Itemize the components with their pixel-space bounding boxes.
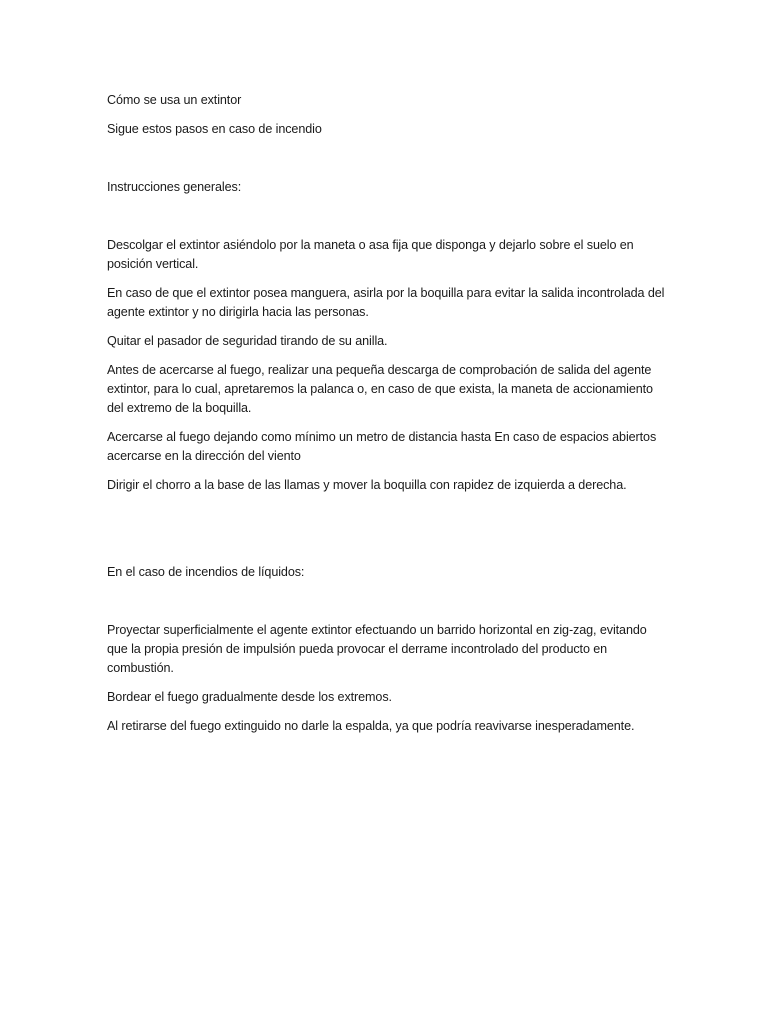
- document-subtitle: Sigue estos pasos en caso de incendio: [107, 122, 322, 136]
- general-instructions-heading: Instrucciones generales:: [107, 180, 242, 194]
- general-step-3: Quitar el pasador de seguridad tirando de su anilla.: [107, 334, 388, 348]
- liquids-step-2: Bordear el fuego gradualmente desde los extremos.: [107, 690, 392, 704]
- document-page: [107, 0, 667, 1024]
- general-step-5: Acercarse al fuego dejando como mínimo un metro de distancia hasta En caso de espacios abiertos acercarse en la dirección del viento: [107, 430, 657, 464]
- general-step-1: Descolgar el extintor asiéndolo por la maneta o asa fija que disponga y dejarlo sobre el suelo en posición vertical.: [107, 238, 634, 272]
- general-step-2: En caso de que el extintor posea manguera, asirla por la boquilla para evitar la salida incontrolada del agente extintor y no dirigirla hacia las personas.: [107, 286, 665, 320]
- general-step-4: Antes de acercarse al fuego, realizar una pequeña descarga de comprobación de salida del agente extintor, para lo cual, apretaremos la palanca o, en caso de que exista, la maneta de accionamiento del extremo de la boquilla.: [107, 363, 653, 416]
- liquids-step-3: Al retirarse del fuego extinguido no darle la espalda, ya que podría reavivarse inesperadamente.: [107, 719, 635, 733]
- liquids-step-1: Proyectar superficialmente el agente extintor efectuando un barrido horizontal en zig-zag, evitando que la propia presión de impulsión pueda provocar el derrame incontrolado del producto en combustión.: [107, 623, 647, 676]
- liquids-heading: En el caso de incendios de líquidos:: [107, 565, 305, 579]
- document-title: Cómo se usa un extintor: [107, 93, 242, 107]
- general-step-6: Dirigir el chorro a la base de las llamas y mover la boquilla con rapidez de izquierda a derecha.: [107, 478, 627, 492]
